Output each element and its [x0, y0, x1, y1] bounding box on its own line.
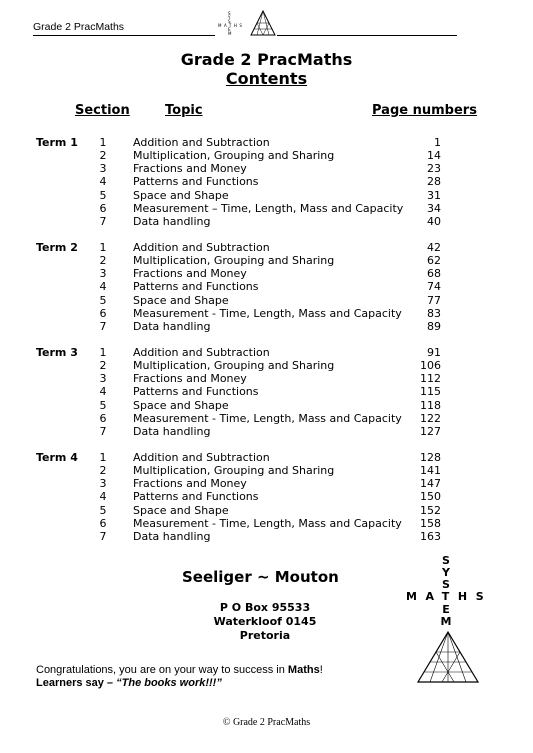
toc-row — [0, 517, 533, 530]
logo-letter: E — [442, 603, 450, 616]
topic-title: Fractions and Money — [133, 372, 247, 386]
topic-title: Addition and Subtraction — [133, 241, 270, 254]
pyramid-logo-icon — [416, 630, 480, 684]
topic-number: 2 — [99, 149, 107, 163]
topic-title: Multiplication, Grouping and Sharing — [133, 464, 335, 478]
topic-title: Data handling — [133, 424, 211, 438]
topic-title: Space and Shape — [133, 188, 229, 202]
address-line: Waterkloof 0145 — [213, 615, 317, 628]
topic-title: Patterns and Functions — [133, 385, 259, 399]
topic-title: Patterns and Functions — [133, 175, 259, 189]
page-number: 34 — [427, 201, 441, 215]
header-pyramid-icon — [250, 10, 276, 36]
toc-row — [0, 490, 533, 503]
topic-title: Data handling — [133, 319, 211, 333]
toc-row — [0, 136, 533, 149]
congratulations-bold: Maths — [287, 664, 320, 676]
page-number: 31 — [427, 188, 441, 202]
publisher-name: Seeliger ~ Mouton — [182, 568, 339, 586]
learners-quote: “The books work!!!” — [116, 677, 222, 689]
term-label: Term 3 — [36, 346, 78, 359]
topic-title: Space and Shape — [133, 503, 229, 517]
page-number: 89 — [427, 319, 441, 333]
topic-title: Space and Shape — [133, 398, 229, 412]
header-logo-letter: Y — [228, 15, 231, 20]
topic-number: 4 — [99, 490, 107, 504]
header-rule-left — [33, 35, 215, 36]
topic-number: 4 — [99, 385, 107, 399]
document-title: Grade 2 PracMaths — [180, 50, 353, 69]
page-number: 150 — [420, 490, 441, 504]
toc-row — [0, 175, 533, 188]
topic-title: Data handling — [133, 214, 211, 228]
logo-letter: M — [440, 615, 452, 628]
page-number: 23 — [427, 162, 441, 176]
topic-title: Multiplication, Grouping and Sharing — [133, 149, 335, 163]
toc-row — [0, 477, 533, 490]
page-number: 1 — [434, 136, 441, 149]
term-label: Term 4 — [36, 451, 78, 464]
page-number: 91 — [427, 346, 441, 359]
topic-title: Addition and Subtraction — [133, 346, 270, 359]
page-number: 14 — [427, 149, 441, 163]
header-logo-letter: E — [228, 27, 231, 32]
topic-number: 3 — [99, 372, 107, 386]
toc-row — [0, 280, 533, 293]
page-number: 62 — [427, 254, 441, 268]
topic-number: 1 — [99, 451, 107, 464]
toc-row — [0, 346, 533, 359]
congratulations-text: Congratulations, you are on your way to success in — [36, 664, 288, 676]
header-rule-right — [277, 35, 457, 36]
topic-number: 6 — [99, 306, 107, 320]
toc-row — [0, 294, 533, 307]
page-number: 141 — [420, 464, 441, 478]
page-number: 68 — [427, 267, 441, 281]
contents-heading-text: Contents — [225, 69, 308, 88]
topic-title: Measurement - Time, Length, Mass and Capacity — [133, 306, 402, 320]
topic-title: Patterns and Functions — [133, 490, 259, 504]
topic-title: Multiplication, Grouping and Sharing — [133, 254, 335, 268]
page-number: 158 — [420, 516, 441, 530]
address-line: P O Box 95533 — [219, 601, 311, 614]
logo-letter: S — [442, 578, 450, 591]
toc-row — [0, 254, 533, 267]
learners-say-line — [36, 677, 222, 689]
learners-say-text: Learners say – — [36, 677, 117, 689]
header-system-maths-logo — [216, 11, 244, 39]
toc-row — [0, 241, 533, 254]
topic-number: 2 — [99, 254, 107, 268]
toc-row — [0, 359, 533, 372]
copyright: © Grade 2 PracMaths — [222, 717, 311, 728]
page-number: 118 — [420, 398, 441, 412]
toc-row — [0, 162, 533, 175]
page-number: 163 — [420, 529, 441, 543]
topic-number: 7 — [99, 319, 107, 333]
topic-number: 7 — [99, 529, 107, 543]
topic-title: Multiplication, Grouping and Sharing — [133, 359, 335, 373]
congratulations-line — [36, 664, 323, 676]
column-header-pages: Page numbers — [372, 103, 477, 118]
term-label: Term 2 — [36, 241, 78, 254]
logo-letter: Y — [442, 566, 450, 579]
toc-row — [0, 202, 533, 215]
toc-row — [0, 504, 533, 517]
contents-heading — [0, 69, 533, 88]
toc-row — [0, 267, 533, 280]
topic-number: 4 — [99, 175, 107, 189]
topic-number: 4 — [99, 280, 107, 294]
page-number: 28 — [427, 175, 441, 189]
toc-row — [0, 385, 533, 398]
header-logo-letter: S — [228, 19, 231, 24]
toc-row — [0, 307, 533, 320]
topic-number: 7 — [99, 424, 107, 438]
topic-number: 6 — [99, 411, 107, 425]
topic-number: 6 — [99, 516, 107, 530]
topic-number: 5 — [99, 188, 107, 202]
topic-number: 1 — [99, 346, 107, 359]
topic-title: Space and Shape — [133, 293, 229, 307]
logo-word-maths: MATHS — [406, 590, 493, 603]
column-header-topic: Topic — [165, 103, 203, 118]
topic-number: 5 — [99, 398, 107, 412]
topic-title: Measurement - Time, Length, Mass and Capacity — [133, 411, 402, 425]
toc-row — [0, 530, 533, 543]
page-number: 128 — [420, 451, 441, 464]
topic-number: 1 — [99, 136, 107, 149]
page-number: 40 — [427, 214, 441, 228]
topic-number: 3 — [99, 162, 107, 176]
column-header-section: Section — [75, 103, 130, 118]
header-logo-word: MATHS — [218, 23, 245, 28]
page-number: 147 — [420, 477, 441, 491]
topic-title: Data handling — [133, 529, 211, 543]
topic-title: Addition and Subtraction — [133, 136, 270, 149]
topic-title: Patterns and Functions — [133, 280, 259, 294]
topic-title: Fractions and Money — [133, 267, 247, 281]
toc-row — [0, 320, 533, 333]
page-number: 127 — [420, 424, 441, 438]
page-number: 77 — [427, 293, 441, 307]
topic-number: 1 — [99, 241, 107, 254]
toc-row — [0, 412, 533, 425]
toc-row — [0, 372, 533, 385]
page-number: 42 — [427, 241, 441, 254]
header-logo-letter: M — [228, 31, 232, 36]
congratulations-suffix: ! — [319, 664, 323, 676]
toc-row — [0, 149, 533, 162]
topic-number: 5 — [99, 293, 107, 307]
page-number: 152 — [420, 503, 441, 517]
topic-title: Fractions and Money — [133, 162, 247, 176]
page-number: 83 — [427, 306, 441, 320]
toc-row — [0, 399, 533, 412]
toc-row — [0, 425, 533, 438]
topic-number: 7 — [99, 214, 107, 228]
topic-title: Addition and Subtraction — [133, 451, 270, 464]
toc-row — [0, 189, 533, 202]
toc-row — [0, 215, 533, 228]
page-number: 106 — [420, 359, 441, 373]
topic-number: 6 — [99, 201, 107, 215]
page-number: 115 — [420, 385, 441, 399]
toc-row — [0, 451, 533, 464]
toc-row — [0, 464, 533, 477]
topic-number: 5 — [99, 503, 107, 517]
topic-number: 3 — [99, 477, 107, 491]
topic-title: Measurement – Time, Length, Mass and Capacity — [133, 201, 404, 215]
topic-number: 2 — [99, 359, 107, 373]
page-number: 122 — [420, 411, 441, 425]
page-number: 112 — [420, 372, 441, 386]
term-label: Term 1 — [36, 136, 78, 149]
header-title: Grade 2 PracMaths — [33, 21, 125, 33]
logo-letter: S — [442, 554, 450, 567]
topic-title: Measurement - Time, Length, Mass and Capacity — [133, 516, 402, 530]
topic-number: 3 — [99, 267, 107, 281]
topic-number: 2 — [99, 464, 107, 478]
address-line: Pretoria — [239, 629, 291, 642]
page-number: 74 — [427, 280, 441, 294]
topic-title: Fractions and Money — [133, 477, 247, 491]
header-logo-letter: S — [228, 11, 231, 16]
